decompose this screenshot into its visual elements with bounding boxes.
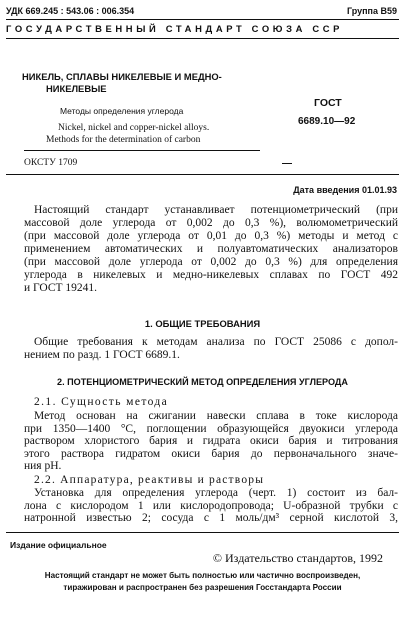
header-bottom-rule (6, 38, 399, 39)
subsection-2-1-heading: 2.1. Сущность метода (34, 396, 169, 408)
gost-label: ГОСТ (314, 97, 342, 109)
group-code: Группа В59 (346, 6, 397, 16)
title-divider (24, 150, 260, 151)
reproduction-notice-line1: Настоящий стандарт не может быть полностью или частично воспроизведен, (44, 571, 361, 580)
standard-title-line1: НИКЕЛЬ, СПЛАВЫ НИКЕЛЕВЫЕ И МЕДНО- (22, 71, 222, 82)
standard-title-line2: НИКЕЛЕВЫЕ (46, 83, 107, 94)
subsection-2-1-line: при 1350—1400 °С, поглощении образующейся двуокиси углерода (24, 422, 398, 435)
title-en-line1: Nickel, nickel and copper-nickel alloys. (58, 123, 210, 133)
subsection-2-2-paragraph (24, 487, 398, 525)
intro-line: углерода в никелевых и медно-никелевых сплавах по ГОСТ 492 (24, 269, 398, 281)
intro-line: Настоящий стандарт устанавливает потенциометрический (при (34, 204, 398, 216)
copyright: © Издательство стандартов, 1992 (212, 551, 383, 565)
intro-line: массовой доле углерода от 0,002 до 0,3 %), волюмометрический (24, 217, 398, 229)
header-top-rule (6, 19, 399, 20)
footer-rule (6, 532, 399, 533)
subsection-2-2-line: Установка для определения углерода (черт. 1) состоит из бал- (34, 487, 398, 499)
subsection-2-1-paragraph (24, 410, 398, 473)
intro-line: применением автоматических и полуавтоматических анализаторов (24, 243, 398, 255)
section2-heading: 2. ПОТЕНЦИОМЕТРИЧЕСКИЙ МЕТОД ОПРЕДЕЛЕНИЯ УГЛЕРОДА (57, 377, 348, 387)
okstu-rule (6, 174, 399, 175)
intro-line: (при массовой доле углерода от 0,01 до 0,3 %) методы и метод с (24, 230, 398, 242)
okstu-code: ОКСТУ 1709 (24, 158, 78, 168)
intro-line: (при массовой доле углерода от 0,002 до 0,3 %) для определения (24, 256, 398, 268)
udk-code: УДК 669.245 : 543.06 : 006.354 (6, 6, 135, 16)
section1-paragraph (24, 336, 398, 362)
gost-number: 6689.10—92 (298, 116, 356, 127)
subsection-2-1-line: раствором хлористого бария и гидрата окиси бария и титрования (24, 435, 398, 447)
subsection-2-1-line: ния рН. (24, 460, 62, 472)
reproduction-notice-line2: тиражирован и распространен без разрешения Госстандарта России (63, 583, 342, 592)
state-standard-banner: ГОСУДАРСТВЕННЫЙ СТАНДАРТ СОЮЗА ССР (6, 23, 344, 34)
subsection-2-1-line: этого раствора гидратом окиси бария до первоначального значе- (24, 447, 398, 460)
subsection-2-2-line: натронной известью 2; сосуда с 1 моль/дм³ серной кислотой 3, (24, 512, 398, 524)
subsection-2-1-line: Метод основан на сжигании навески сплава в токе кислорода (34, 410, 398, 422)
intro-paragraph (24, 204, 398, 295)
section1-line: Общие требования к методам анализа по ГОСТ 25086 с допол- (34, 336, 398, 348)
okstu-dash (282, 163, 292, 164)
subsection-2-2-heading: 2.2. Аппаратура, реактивы и растворы (34, 474, 265, 486)
section1-line: нением по разд. 1 ГОСТ 6689.1. (24, 349, 180, 361)
title-en-line2: Methods for the determination of carbon (46, 135, 201, 145)
subsection-2-2-line: лона с кислородом 1 или кислородопровода; U-образной трубки с (24, 499, 398, 512)
intro-line: и ГОСТ 19241. (24, 282, 98, 294)
methods-subtitle-ru: Методы определения углерода (60, 106, 184, 116)
section1-heading: 1. ОБЩИЕ ТРЕБОВАНИЯ (144, 318, 261, 329)
official-edition: Издание официальное (10, 540, 107, 550)
effective-date: Дата введения 01.01.93 (293, 185, 397, 195)
